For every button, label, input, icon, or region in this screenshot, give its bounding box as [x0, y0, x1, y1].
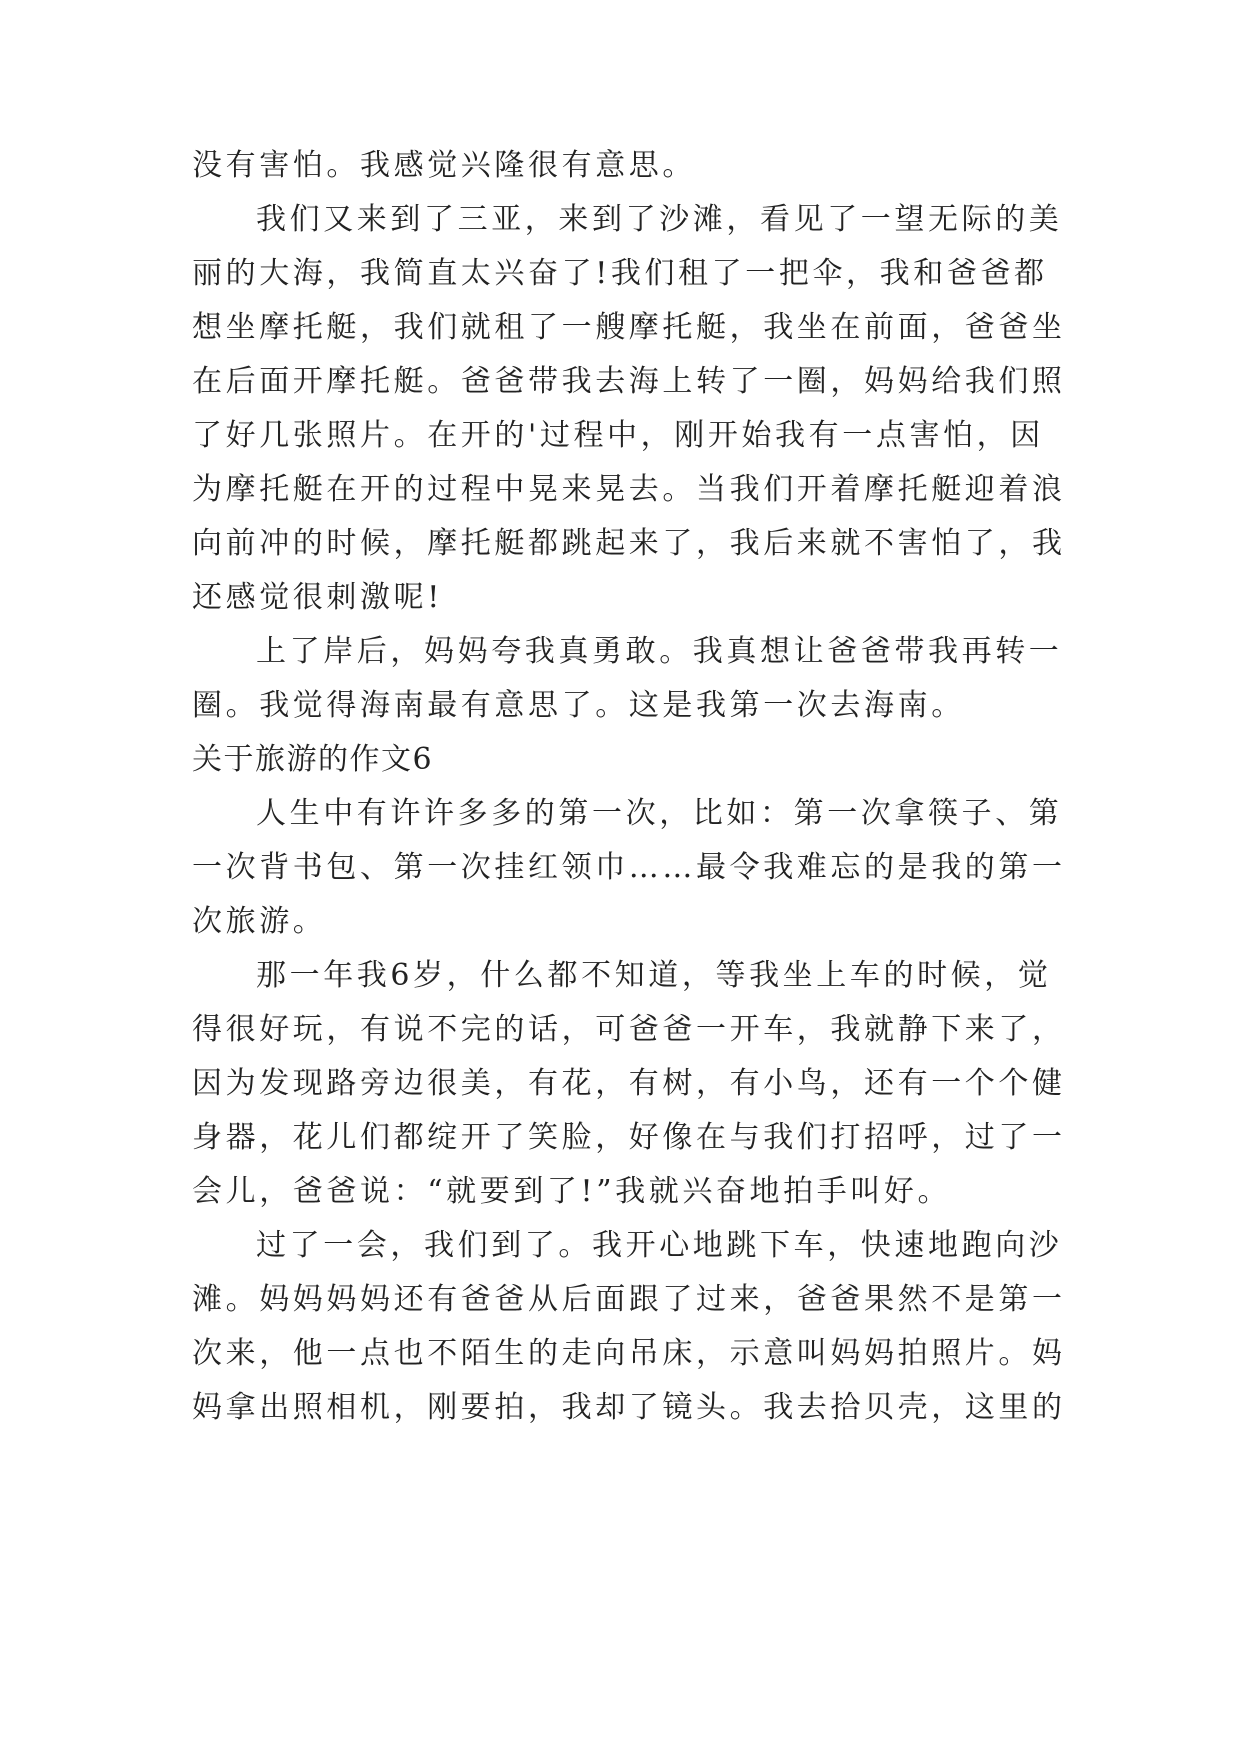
text-line: 还感觉很刺激呢!	[192, 580, 443, 615]
text-line: 在后面开摩托艇。爸爸带我去海上转了一圈，妈妈给我们照	[192, 364, 1066, 399]
text-line: 会儿，爸爸说：“就要到了!”我就兴奋地拍手叫好。	[192, 1174, 952, 1209]
section-heading: 关于旅游的作文6	[192, 742, 434, 777]
text-line: 向前冲的时候，摩托艇都跳起来了，我后来就不害怕了，我	[192, 526, 1066, 561]
text-line: 次来，他一点也不陌生的走向吊床，示意叫妈妈拍照片。妈	[192, 1336, 1066, 1371]
text-line: 想坐摩托艇，我们就租了一艘摩托艇，我坐在前面，爸爸坐	[192, 310, 1066, 345]
paragraph-first-line: 人生中有许许多多的第一次，比如：第一次拿筷子、第	[256, 796, 1063, 831]
text-line: 得很好玩，有说不完的话，可爸爸一开车，我就静下来了，	[192, 1012, 1066, 1047]
paragraph-first-line: 我们又来到了三亚，来到了沙滩，看见了一望无际的美	[256, 202, 1063, 237]
text-line: 妈拿出照相机，刚要拍，我却了镜头。我去拾贝壳，这里的	[192, 1390, 1066, 1425]
paragraph-first-line: 过了一会，我们到了。我开心地跳下车，快速地跑向沙	[256, 1228, 1063, 1263]
text-line: 丽的大海，我简直太兴奋了!我们租了一把伞，我和爸爸都	[192, 256, 1048, 291]
text-line: 为摩托艇在开的过程中晃来晃去。当我们开着摩托艇迎着浪	[192, 472, 1066, 507]
text-line: 身器，花儿们都绽开了笑脸，好像在与我们打招呼，过了一	[192, 1120, 1066, 1155]
paragraph-first-line: 那一年我6岁，什么都不知道，等我坐上车的时候，觉	[256, 958, 1052, 993]
text-line: 圈。我觉得海南最有意思了。这是我第一次去海南。	[192, 688, 965, 723]
paragraph-first-line: 上了岸后，妈妈夸我真勇敢。我真想让爸爸带我再转一	[256, 634, 1063, 669]
text-line: 次旅游。	[192, 904, 327, 939]
text-line-continuation: 没有害怕。我感觉兴隆很有意思。	[192, 148, 696, 183]
text-line: 因为发现路旁边很美，有花，有树，有小鸟，还有一个个健	[192, 1066, 1066, 1101]
text-line: 一次背书包、第一次挂红领巾……最令我难忘的是我的第一	[192, 850, 1066, 885]
text-line: 滩。妈妈妈妈还有爸爸从后面跟了过来，爸爸果然不是第一	[192, 1282, 1066, 1317]
text-line: 了好几张照片。在开的'过程中，刚开始我有一点害怕，因	[192, 418, 1044, 453]
